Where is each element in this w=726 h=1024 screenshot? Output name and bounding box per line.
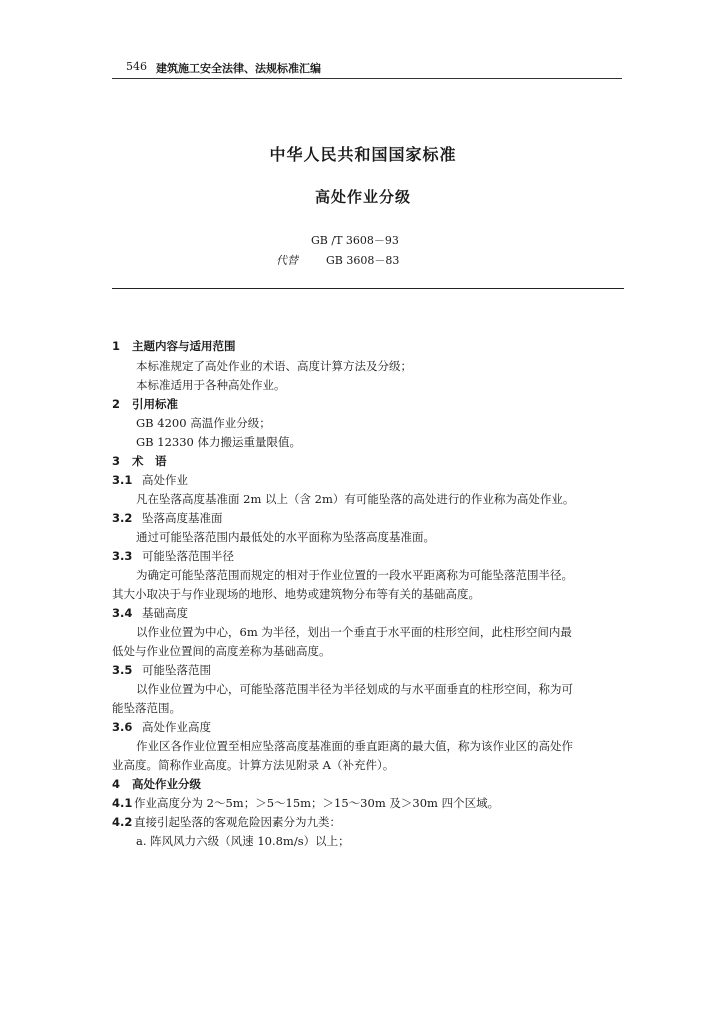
section-title: 高处作业高度 [142,720,211,734]
subsection-3-3-heading [112,548,234,564]
section-title: 可能坠落范围 [142,663,211,677]
section-title: 基础高度 [142,606,188,620]
standard-org-title: 中华人民共和国国家标准 [269,145,457,164]
clause-4-1 [112,795,499,811]
clause-text: 直接引起坠落的客观危险因素分为九类： [134,815,341,829]
paragraph: 以作业位置为中心，6m 为半径，划出一个垂直于水平面的柱形空间，此柱形空间内最 [136,625,572,639]
section-number: 3.5 [112,663,133,677]
replaces-code: GB 3608－83 [326,254,400,267]
paragraph: 低处与作业位置间的高度差称为基础高度。 [112,644,331,658]
subsection-3-6-heading [112,719,211,735]
standard-code: GB /T 3608－93 [311,234,399,247]
subsection-3-1-heading [112,472,188,488]
section-number: 2 [112,397,121,411]
paragraph: 作业区各作业位置至相应坠落高度基准面的垂直距离的最大值，称为该作业区的高处作 [136,739,573,753]
section-number: 3 [112,454,121,468]
section-1-heading [112,338,236,354]
paragraph: 业高度。简称作业高度。计算方法见附录 A（补充件）。 [112,758,395,772]
paragraph: GB 12330 体力搬运重量限值。 [136,435,302,449]
clause-text: 作业高度分为 2～5m；＞5～15m；＞15～30m 及＞30m 四个区域。 [134,796,500,810]
subsection-3-2-heading [112,510,223,526]
section-3-heading [112,453,167,469]
book-title: 建筑施工安全法律、法规标准汇编 [156,62,321,75]
section-title: 术 语 [132,454,167,468]
clause-4-2 [112,814,341,830]
section-number: 3.4 [112,606,133,620]
section-title: 主题内容与适用范围 [132,339,236,353]
paragraph: 本标准规定了高处作业的术语、高度计算方法及分级； [136,359,412,373]
title-rule [112,288,624,289]
section-4-heading [112,776,201,792]
list-item: a. 阵风风力六级（风速 10.8m/s）以上； [136,834,350,848]
section-number: 1 [112,339,121,353]
section-title: 引用标准 [132,397,178,411]
subsection-3-5-heading [112,662,211,678]
paragraph: 能坠落范围。 [112,701,181,715]
section-number: 4.2 [112,815,133,829]
section-number: 4.1 [112,796,133,810]
section-number: 3.1 [112,473,133,487]
paragraph: 为确定可能坠落范围而规定的相对于作业位置的一段水平距离称为可能坠落范围半径。 [136,568,573,582]
section-title: 高处作业 [142,473,188,487]
paragraph: 本标准适用于各种高处作业。 [136,378,286,392]
section-number: 3.6 [112,720,133,734]
subsection-3-4-heading [112,605,188,621]
paragraph: 以作业位置为中心，可能坠落范围半径为半径划成的与水平面垂直的柱形空间，称为可 [136,682,573,696]
section-title: 坠落高度基准面 [142,511,223,525]
section-number: 3.2 [112,511,133,525]
paragraph: 凡在坠落高度基准面 2m 以上（含 2m）有可能坠落的高处进行的作业称为高处作业。 [136,492,575,506]
section-title: 可能坠落范围半径 [142,549,234,563]
section-number: 4 [112,777,121,791]
page-number: 546 [126,60,147,73]
section-2-heading [112,396,178,412]
section-title: 高处作业分级 [132,777,201,791]
replaces-label: 代替 [276,254,298,267]
document-title: 高处作业分级 [314,188,411,206]
header-rule [112,78,622,79]
paragraph: 通过可能坠落范围内最低处的水平面称为坠落高度基准面。 [136,530,435,544]
paragraph: 其大小取决于与作业现场的地形、地势或建筑物分布等有关的基础高度。 [112,587,480,601]
paragraph: GB 4200 高温作业分级； [136,416,271,430]
section-number: 3.3 [112,549,133,563]
